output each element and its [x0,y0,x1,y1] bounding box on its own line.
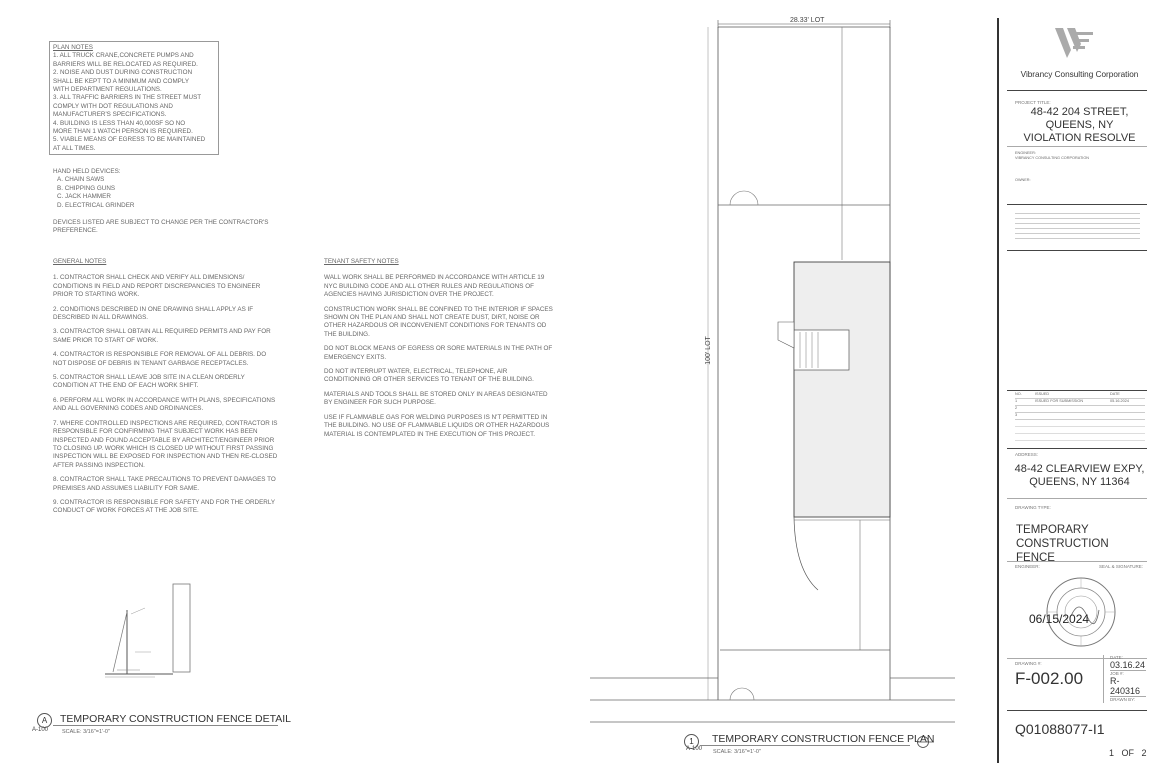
seal-label: SEAL & SIGNATURE: [1099,564,1144,569]
project-title-label: PROJECT TITLE: [1015,100,1051,105]
address-line: 48-42 CLEARVIEW EXPY, [1014,463,1145,475]
job-value: R-240316 [1110,676,1146,697]
hand-held-item: D. ELECTRICAL GRINDER [57,201,135,209]
revision-header-cell: DATE [1110,392,1120,396]
plan-note-line: 5. VIABLE MEANS OF EGRESS TO BE MAINTAINED [53,136,206,144]
tenant-notes-list [324,274,554,439]
general-note: 4. CONTRACTOR IS RESPONSIBLE FOR REMOVAL OF ALL DEBRIS. DO NOT DISPOSE OF DEBRIS IN TENANT GARBAGE RECEPTACLES. [53,351,267,367]
revision-table [1015,392,1145,441]
revision-cell: 2 [1015,406,1018,410]
revision-cell: 1 [1015,399,1018,403]
drawn-by-label: DRAWN BY: [1110,697,1136,702]
plan-scale: SCALE: 3/16"=1'-0" [713,749,761,755]
drawing-type [1016,523,1149,565]
plan-note-line: 3. ALL TRAFFIC BARRIERS IN THE STREET MUST [53,94,202,102]
plan-title-rule [700,745,910,746]
revision-empty-row [1015,427,1145,434]
plan-tag-number: 1 [684,734,699,749]
drawing-number-label: DRAWING #: [1015,661,1042,666]
plan-note-line: SHALL BE KEPT TO A MINIMUM AND COMPLY [53,77,190,85]
revision-row [1015,413,1145,420]
revision-cell: 3 [1015,413,1018,417]
drawing-type-label: DRAWING TYPE: [1015,505,1051,510]
seal-date: 06/15/2024 [1029,612,1090,626]
tenant-notes-heading: TENANT SAFETY NOTES [324,258,399,265]
hand-held-note: DEVICES LISTED ARE SUBJECT TO CHANGE PER THE CONTRACTOR'S PREFERENCE. [53,219,269,235]
hand-held-heading: HAND HELD DEVICES: [53,168,121,175]
revision-empty-row [1015,434,1145,441]
engineer-info: ENGINEER: VIBRANCY CONSULTING CORPORATION [1015,151,1090,160]
revision-cell: 05.16.2024 [1110,399,1130,403]
drawing-number: F-002.00 [1015,669,1084,688]
revision-empty-row [1015,420,1145,427]
general-notes-heading: GENERAL NOTES [53,258,107,265]
title-block [997,18,1149,763]
revision-row [1015,406,1145,413]
lot-width-dimension: 28.33' LOT [790,17,825,24]
plan-note-line: AT ALL TIMES. [53,144,96,152]
tenant-note: DO NOT BLOCK MEANS OF EGRESS OR SORE MATERIALS IN THE PATH OF EMERGENCY EXITS. [324,345,553,361]
page-indicator: 1 OF 2 [1109,748,1147,758]
plan-note-line: 2. NOISE AND DUST DURING CONSTRUCTION [53,69,193,77]
general-note: 2. CONDITIONS DESCRIBED IN ONE DRAWING SHALL APPLY AS IF DESCRIBED IN ALL DRAWINGS. [53,305,254,322]
tenant-note: WALL WORK SHALL BE PERFORMED IN ACCORDANCE WITH ARTICLE 19 NYC BUILDING CODE AND ALL OTHER RULES AND REGULATIONS OF AGENCIES HAVING JURISDICTION OVER THE PROJECT. [324,274,545,299]
detail-tag-sheet: A-100 [32,727,49,733]
general-note: 5. CONTRACTOR SHALL LEAVE JOB SITE IN A CLEAN ORDERLY CONDITION AT THE END OF EACH WORK SHIFT. [53,374,245,390]
general-note: 6. PERFORM ALL WORK IN ACCORDANCE WITH PLANS, SPECIFICATIONS AND ALL GOVERNING CODES AND ORDINANCES. [53,396,276,413]
tenant-note: CONSTRUCTION WORK SHALL BE CONFINED TO THE INTERIOR IF SPACES SHOWN ON THE PLAN AND SHALL NOT CREATE DUST, DIRT, NOISE OR OTHER HAZARDOUS OR INCONVENIENT CONDITIONS FOR TENANTS OD THE BUILDING. [324,305,553,338]
date-job-cell [1103,655,1146,703]
project-title-line: QUEENS, NY [1045,119,1114,131]
company-logo-icon [1053,24,1095,62]
revision-header-row [1015,392,1145,399]
hand-held-list [53,176,283,210]
date-label: DATE: [1110,655,1123,660]
hand-held-item: C. JACK HAMMER [57,193,111,201]
tenant-note: MATERIALS AND TOOLS SHALL BE STORED ONLY IN AREAS DESIGNATED BY ENGINEER FOR SUCH PURPOSE. [324,390,548,407]
plan-note-line: MANUFACTURER'S SPECIFICATIONS. [53,111,167,119]
disclaimer-block [1015,211,1140,247]
plan-note-line: BARRIERS WILL BE RELOCATED AS REQUIRED. [53,60,198,68]
general-note: 1. CONTRACTOR SHALL CHECK AND VERIFY ALL DIMENSIONS/ CONDITIONS IN FIELD AND REPORT DISCREPANCIES TO ENGINEER PRIOR TO STARTING WORK. [53,274,261,299]
owner-info: OWNER: [1015,178,1031,182]
hand-held-item: A. CHAIN SAWS [57,176,105,184]
fence-plan-drawing [590,10,955,730]
date-value: 03.16.24 [1110,660,1146,670]
general-note: 9. CONTRACTOR IS RESPONSIBLE FOR SAFETY AND FOR THE ORDERLY CONDUCT OF WORK FORCES AT THE JOB SITE. [53,498,275,515]
hand-held-devices [53,168,283,236]
fence-detail-drawing [95,582,210,692]
revision-header-cell: NO. [1015,392,1022,396]
project-title-line: 48-42 204 STREET, [1030,106,1129,118]
company-name: Vibrancy Consulting Corporation [1020,70,1139,79]
plan-notes-heading: PLAN NOTES [53,44,93,51]
revision-row [1015,399,1145,406]
plan-tag-sheet: A-100 [686,746,703,752]
address-label: ADDRESS: [1015,452,1039,457]
general-note: 8. CONTRACTOR SHALL TAKE PRECAUTIONS TO PREVENT DAMAGES TO PREMISES AND ASSUMES LIABILITY FOR SAME. [53,476,276,492]
tenant-note: DO NOT INTERRUPT WATER, ELECTRICAL, TELEPHONE, AIR CONDITIONING OR OTHER SERVICES TO TENANT OF THE BUILDING. [324,368,534,384]
plan-note-line: 4. BUILDING IS LESS THAN 40,000SF SO NO [53,119,186,127]
drawing-type-line: TEMPORARY [1016,524,1089,536]
north-arrow-icon [915,735,935,749]
plan-notes-list [53,52,215,153]
address [1007,463,1152,489]
drawing-type-line: CONSTRUCTION FENCE [1016,538,1109,564]
detail-tag-letter: A [37,713,52,728]
detail-scale: SCALE: 3/16"=1'-0" [62,729,110,735]
tenant-safety-notes [324,258,554,445]
general-note: 7. WHERE CONTROLLED INSPECTIONS ARE REQUIRED, CONTRACTOR IS RESPONSIBLE FOR CONFIRMING THAT SUBJECT WORK HAS BEEN INSPECTED AND FOUND ACCEPTABLE BY ARCHITECT/ENGINEER PRIOR TO CLOSING UP. WORK WHICH IS CLOSED UP WITHOUT FIRST PASSING INSPECTION WILL BE EXPOSED FOR INSPECTION AND THEN RE-CLOSED AFTER PASSING INSPECTION. [53,419,278,469]
hand-held-item: B. CHIPPING GUNS [57,184,116,192]
plan-note-line: MORE THAN 1 WATCH PERSON IS REQUIRED. [53,128,193,136]
plan-note-line: 1. ALL TRUCK CRANE,CONCRETE PUMPS AND [53,52,194,60]
detail-title-rule [53,725,278,726]
project-title-line: VIOLATION RESOLVE [1023,132,1136,144]
project-title [1007,106,1152,145]
plan-title: TEMPORARY CONSTRUCTION FENCE PLAN [712,733,935,745]
plan-notes-box [49,41,219,155]
plan-note-line: WITH DEPARTMENT REGULATIONS. [53,86,162,94]
address-line: QUEENS, NY 11364 [1029,476,1130,488]
general-note: 3. CONTRACTOR SHALL OBTAIN ALL REQUIRED PERMITS AND PAY FOR SAME PRIOR TO START OF WORK. [53,328,271,344]
engineer-label: ENGINEER: [1015,564,1040,569]
general-notes-list [53,274,279,515]
tenant-note: USE IF FLAMMABLE GAS FOR WELDING PURPOSES IS N'T PERMITTED IN THE BUILDING. NO USE OF FLAMMABLE LIQUIDS OR OTHER HAZARDOUS MATERIAL IS CONTEMPLATED IN THE EXECUTION OF THIS PROJECT. [324,413,550,438]
sheet-code: Q01088077-I1 [1015,721,1105,737]
revision-header-cell: ISSUED [1035,392,1050,396]
detail-title: TEMPORARY CONSTRUCTION FENCE DETAIL [60,713,292,725]
job-label: JOB #: [1110,671,1124,676]
lot-depth-dimension: 100' LOT [704,336,712,365]
general-notes [53,258,279,522]
revision-cell: ISSUED FOR SUBMISSION [1035,399,1084,403]
plan-note-line: COMPLY WITH DOT REGULATIONS AND [53,102,173,110]
